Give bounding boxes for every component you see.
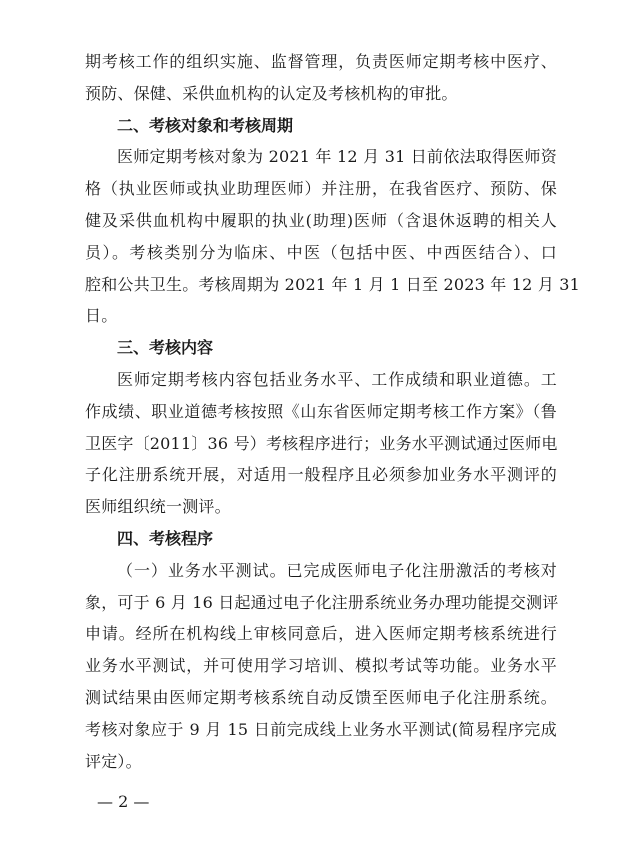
paragraph-line: 卫医字〔2011〕36 号）考核程序进行；业务水平测试通过医师电 (85, 433, 558, 453)
document-body (85, 46, 581, 777)
paragraph-line: 腔和公共卫生。考核周期为 2021 年 1 月 1 日至 2023 年 12 月 31 (85, 274, 581, 294)
paragraph-line: 作成绩、职业道德考核按照《山东省医师定期考核工作方案》（鲁 (85, 401, 557, 421)
paragraph-line: 评定）。 (85, 751, 142, 771)
paragraph-line: 期考核工作的组织实施、监督管理，负责医师定期考核中医疗、 (85, 52, 557, 71)
paragraph-line: 格（执业医师或执业助理医师）并注册，在我省医疗、预防、保 (85, 179, 557, 199)
paragraph-line: （一）业务水平测试。已完成医师电子化注册激活的考核对 (117, 560, 557, 580)
paragraph-line: 医师定期考核对象为 2021 年 12 月 31 日前依法取得医师资 (117, 147, 557, 167)
paragraph-line: 考核对象应于 9 月 15 日前完成线上业务水平测试(简易程序完成 (85, 719, 557, 739)
section-heading: 二、考核对象和考核周期 (117, 115, 294, 135)
paragraph-line: 日。 (85, 306, 118, 326)
paragraph-line: 预防、保健、采供血机构的认定及考核机构的审批。 (85, 83, 458, 103)
paragraph-line: 医师组织统一测评。 (85, 497, 231, 517)
paragraph-line: 申请。经所在机构线上审核同意后，进入医师定期考核系统进行 (85, 624, 557, 644)
paragraph-line: 子化注册系统开展，对适用一般程序且必须参加业务水平测评的 (85, 465, 557, 485)
paragraph-line: 测试结果由医师定期考核系统自动反馈至医师电子化注册系统。 (85, 687, 557, 707)
paragraph-line: 象，可于 6 月 16 日起通过电子化注册系统业务办理功能提交测评 (85, 592, 559, 612)
paragraph-line: 业务水平测试，并可使用学习培训、模拟考试等功能。业务水平 (85, 656, 557, 676)
page-number: — 2 — (97, 792, 150, 811)
paragraph-line: 医师定期考核内容包括业务水平、工作成绩和职业道德。工 (117, 369, 557, 389)
section-heading: 四、考核程序 (117, 528, 214, 548)
section-heading: 三、考核内容 (117, 338, 214, 358)
paragraph-line: 员）。考核类别分为临床、中医（包括中医、中西医结合）、口 (85, 242, 557, 262)
paragraph-line: 健及采供血机构中履职的执业(助理)医师（含退休返聘的相关人 (85, 210, 557, 230)
